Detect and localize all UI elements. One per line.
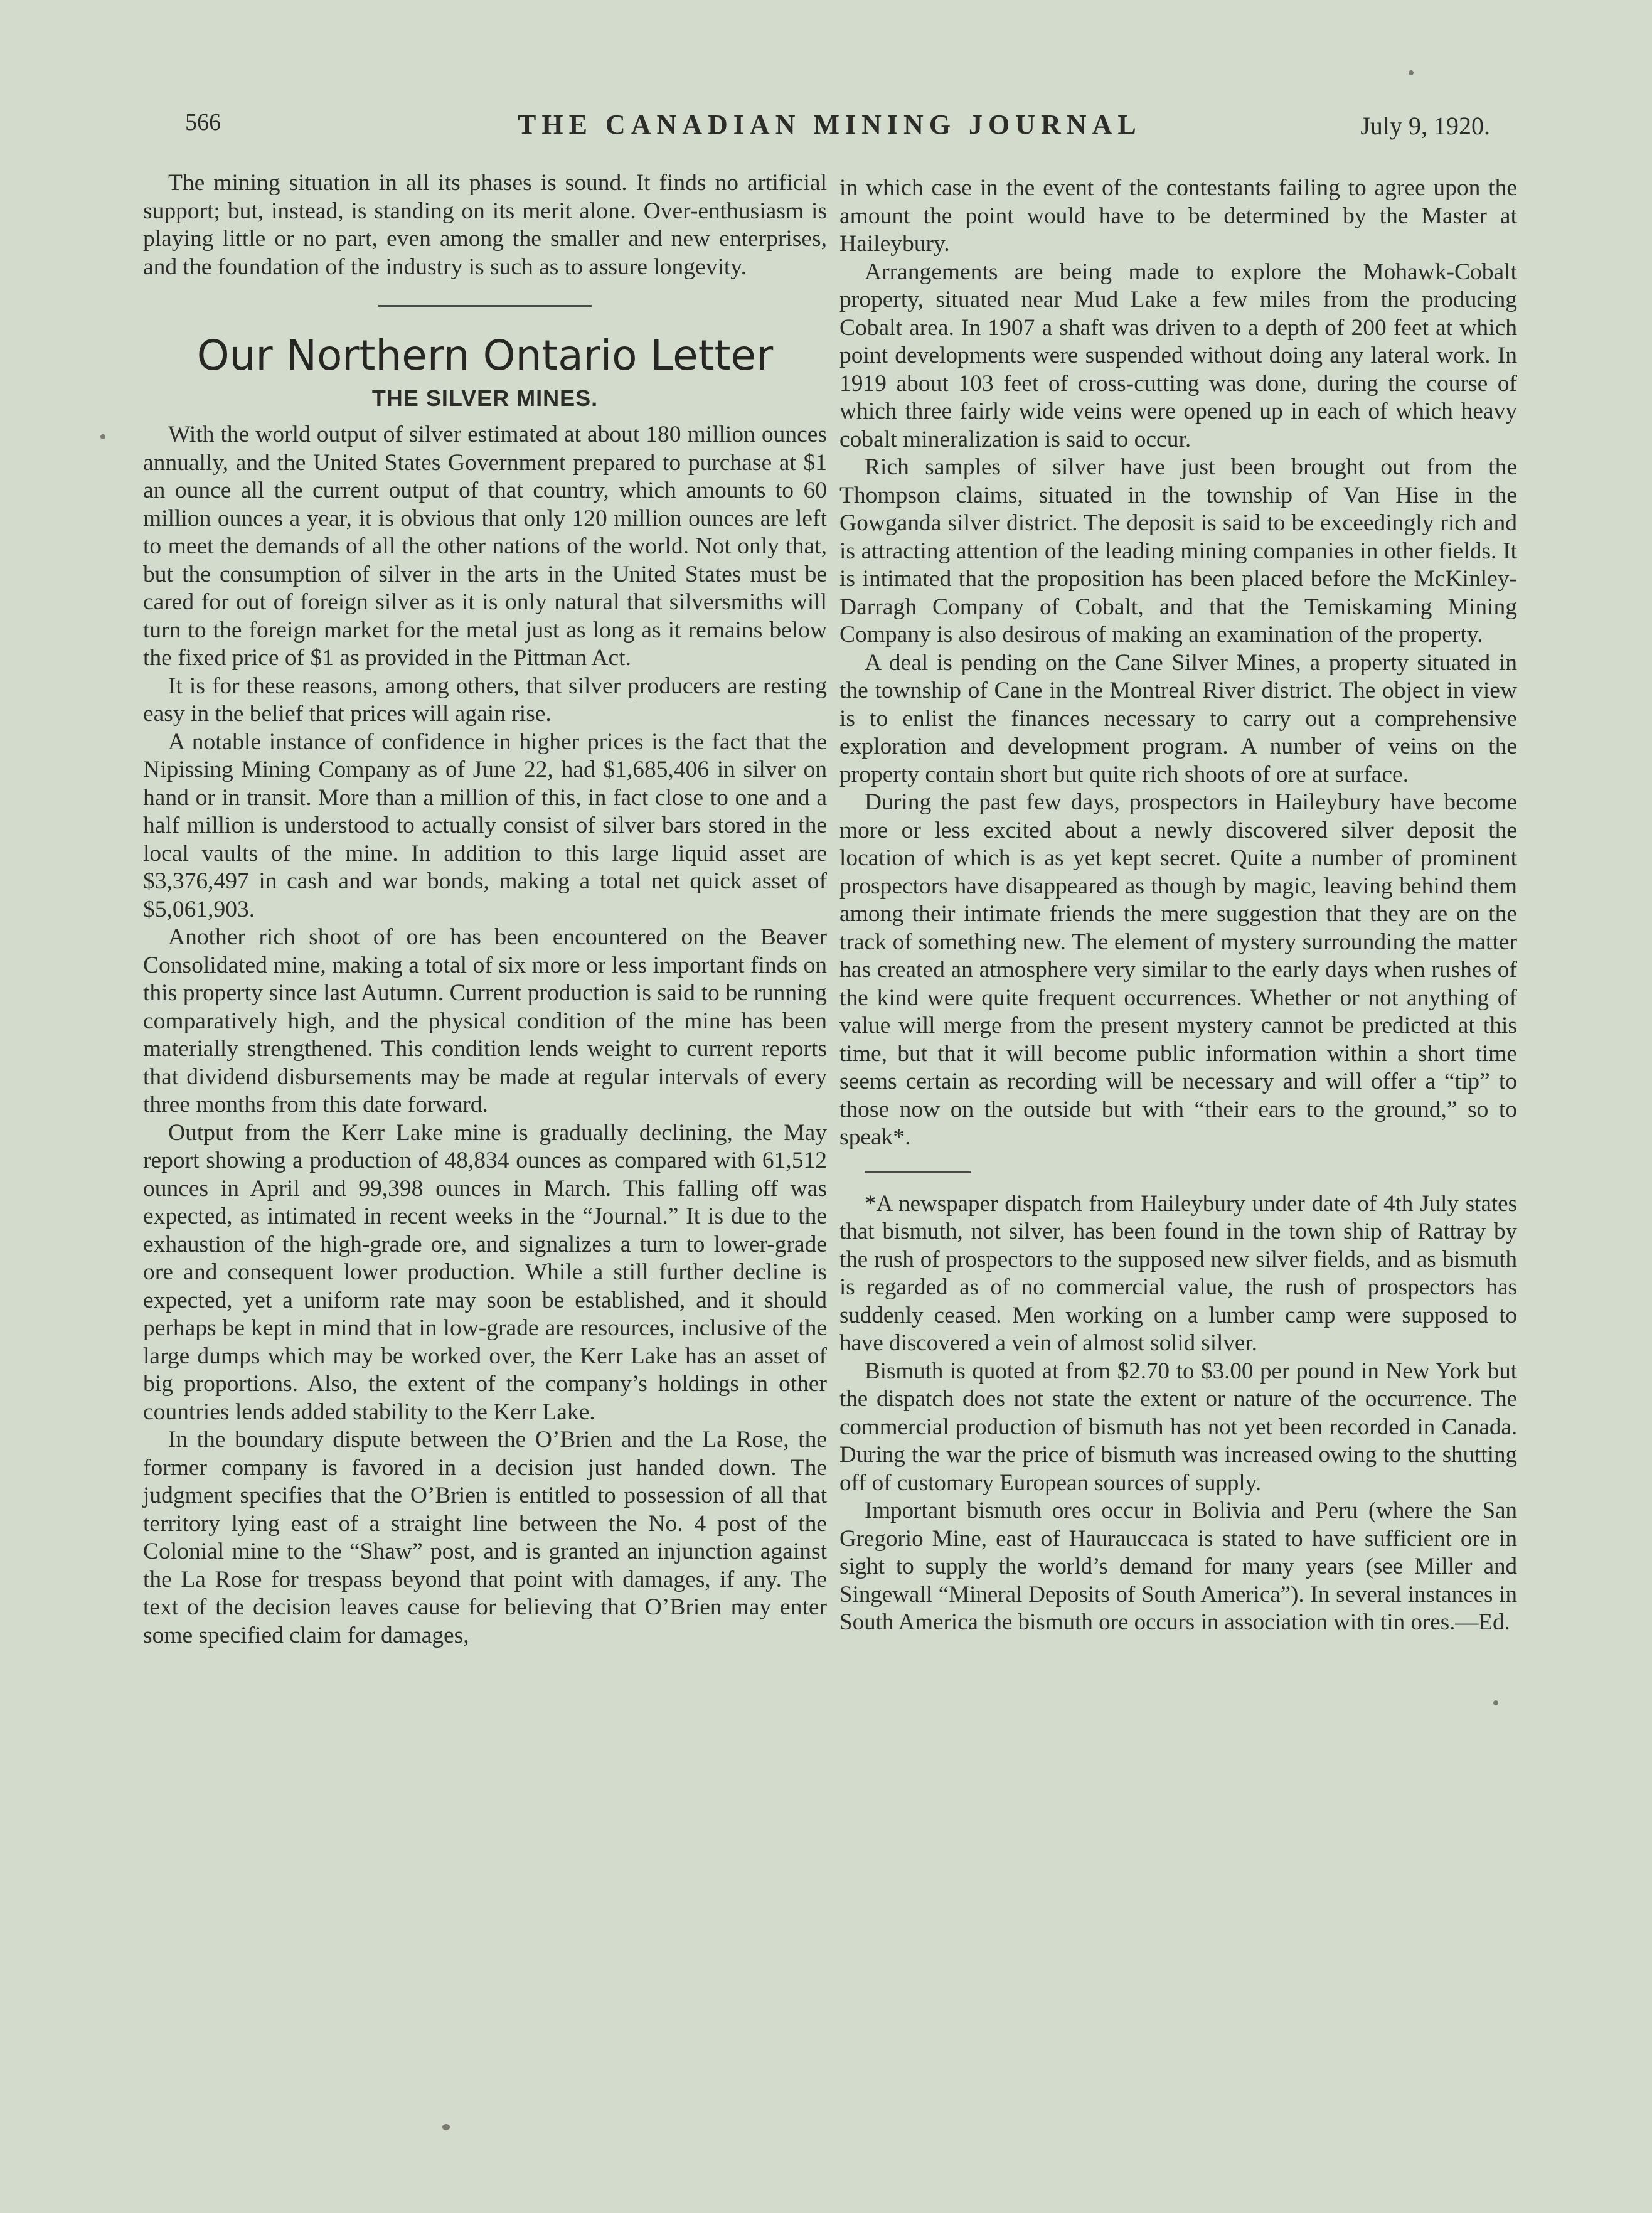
article-paragraph: In the boundary dispute between the O’Brien and the La Rose, the former company is favored in a decision just handed down. The judgment specifies that the O’Brien is entitled to possession of all that territory lying east of a straight line between the No. 4 post of the Colonial mine to the “Shaw” post, and is granted an injunction against the La Rose for trespass beyond that point with damages, if any. The text of the decision leaves cause for believing that O’Brien may enter some specified claim for damages, [143,1427,827,1648]
footnote-divider [865,1171,971,1173]
intro-paragraph: The mining situation in all its phases is sound. It finds no artificial support; but, instead, is standing on its merit alone. Over-enthusiasm is playing little or no part, even among the smaller and new enterprises, and the foundation of the industry is such as to assure longevity. [143,170,827,280]
footnote-paragraph: Bismuth is quoted at from $2.70 to $3.00 per pound in New York but the dispatch does not state the extent or nature of the occurrence. The commercial production of bismuth has not yet been recorded in Canada. During the war the price of bismuth was increased owing to the shutting off of customary European sources of supply. [839,1358,1517,1496]
article-paragraph: Output from the Kerr Lake mine is gradually declining, the May report showing a production of 48,834 ounces as compared with 61,512 ounces in April and 99,398 ounces in March. This falling off was expected, as intimated in recent weeks in the “Journal.” It is due to the exhaustion of the high-grade ore, and signalizes a turn to lower-grade ore and consequent lower production. While a still further decline is expected, yet a uniform rate may soon be established, and it should perhaps be kept in mind that in low-grade are resources, inclusive of the large dumps which may be worked over, the Kerr Lake has an asset of big proportions. Also, the extent of the company’s holdings in other countries lends added stability to the Kerr Lake. [143,1119,827,1425]
article-paragraph: A deal is pending on the Cane Silver Mines, a property situated in the township of Cane in the Montreal River district. The object in view is to enlist the finances necessary to carry out a comprehensive exploration and development program. A number of veins on the property contain short but quite rich shoots of ore at surface. [839,649,1517,787]
footnote-paragraph: *A newspaper dispatch from Haileybury under date of 4th July states that bismuth, not silver, has been found in the town ship of Rattray by the rush of prospectors to the supposed new silver fields, and as bismuth is regarded as of no commercial value, the rush of prospectors has suddenly ceased. Men working on a lumber camp were supposed to have discovered a vein of almost solid silver. [839,1190,1517,1356]
article-subheadline: THE SILVER MINES. [371,385,599,411]
footnote-paragraph: Important bismuth ores occur in Bolivia and Peru (where the San Gregorio Mine, east of Haurauccaca is stated to have sufficient ore in sight to supply the world’s demand for many years (see Miller and Singewall “Mineral Deposits of South America”). In several instances in South America the bismuth ore occurs in association with tin ores.—Ed. [839,1498,1517,1635]
article-paragraph: With the world output of silver estimated at about 180 million ounces annually, and the United States Government prepared to purchase at $1 an ounce all the current output of that country, which amounts to 60 million ounces a year, it is obvious that only 120 million ounces are left to meet the demands of all the other nations of the world. Not only that, but the consumption of silver in the arts in the United States must be cared for out of foreign silver as it is only natural that silversmiths will turn to the foreign market for the metal just as long as it remains below the fixed price of $1 as provided in the Pittman Act. [143,422,827,671]
article-paragraph: Another rich shoot of ore has been encountered on the Beaver Consolidated mine, making a total of six more or less important finds on this property since last Autumn. Current production is said to be running comparatively high, and the physical condition of the mine has been materially strengthened. This condition lends weight to current reports that dividend disbursements may be made at regular intervals of every three months from this date forward. [143,924,827,1117]
article-headline: Our Northern Ontario Letter [196,331,774,380]
article-paragraph: Rich samples of silver have just been brought out from the Thompson claims, situated in the township of Van Hise in the Gowganda silver district. The deposit is said to be exceedingly rich and is attracting attention of the leading mining companies in other fields. It is intimated that the proposition has been placed before the McKinley-Darragh Company of Cobalt, and that the Temiskaming Mining Company is also desirous of making an examination of the property. [839,454,1517,648]
issue-date: July 9, 1920. [1360,112,1490,140]
paper-speck [1493,1700,1498,1705]
article-paragraph: It is for these reasons, among others, that silver producers are resting easy in the belief that prices will again rise. [143,673,827,727]
article-paragraph: During the past few days, prospectors in Haileybury have become more or less excited about a newly discovered silver deposit the location of which is as yet kept secret. Quite a number of prominent prospectors have disappeared as though by magic, leaving behind them among their intimate friends the mere suggestion that they are on the track of something new. The element of mystery surrounding the matter has created an atmosphere very similar to the early days when rushes of the kind were quite frequent occurrences. Whether or not anything of value will merge from the present mystery cannot be predicted at this time, but that it will become public information within a short time seems certain as recording will be necessary and will offer a “tip” to those now on the outside but with “their ears to the ground,” so to speak*. [839,789,1517,1150]
article-paragraph: Arrangements are being made to explore the Mohawk-Cobalt property, situated near Mud Lake a few miles from the producing Cobalt area. In 1907 a shaft was driven to a depth of 200 feet at which point developments were suspended without doing any lateral work. In 1919 about 103 feet of cross-cutting was done, during the course of which three fairly wide veins were opened up in each of which heavy cobalt mineralization is said to occur. [839,259,1517,452]
paper-speck [1409,70,1414,75]
journal-title: THE CANADIAN MINING JOURNAL [518,109,1142,140]
article-paragraph: A notable instance of confidence in higher prices is the fact that the Nipissing Mining Company as of June 22, had $1,685,406 in silver on hand or in transit. More than a million of this, in fact close to one and a half million is understood to actually consist of silver bars stored in the local vaults of the mine. In addition to this large liquid asset are $3,376,497 in cash and war bonds, making a total net quick asset of $5,061,903. [143,728,827,922]
page-header [179,104,1490,154]
continued-paragraph: in which case in the event of the contestants failing to agree upon the amount the point would have to be determined by the Master at Haileybury. [839,175,1517,257]
page-number: 566 [185,109,221,136]
paper-speck [100,434,105,439]
right-column [839,174,1517,1637]
left-column [143,169,827,1650]
paper-speck [442,2124,450,2130]
section-divider [378,305,592,307]
